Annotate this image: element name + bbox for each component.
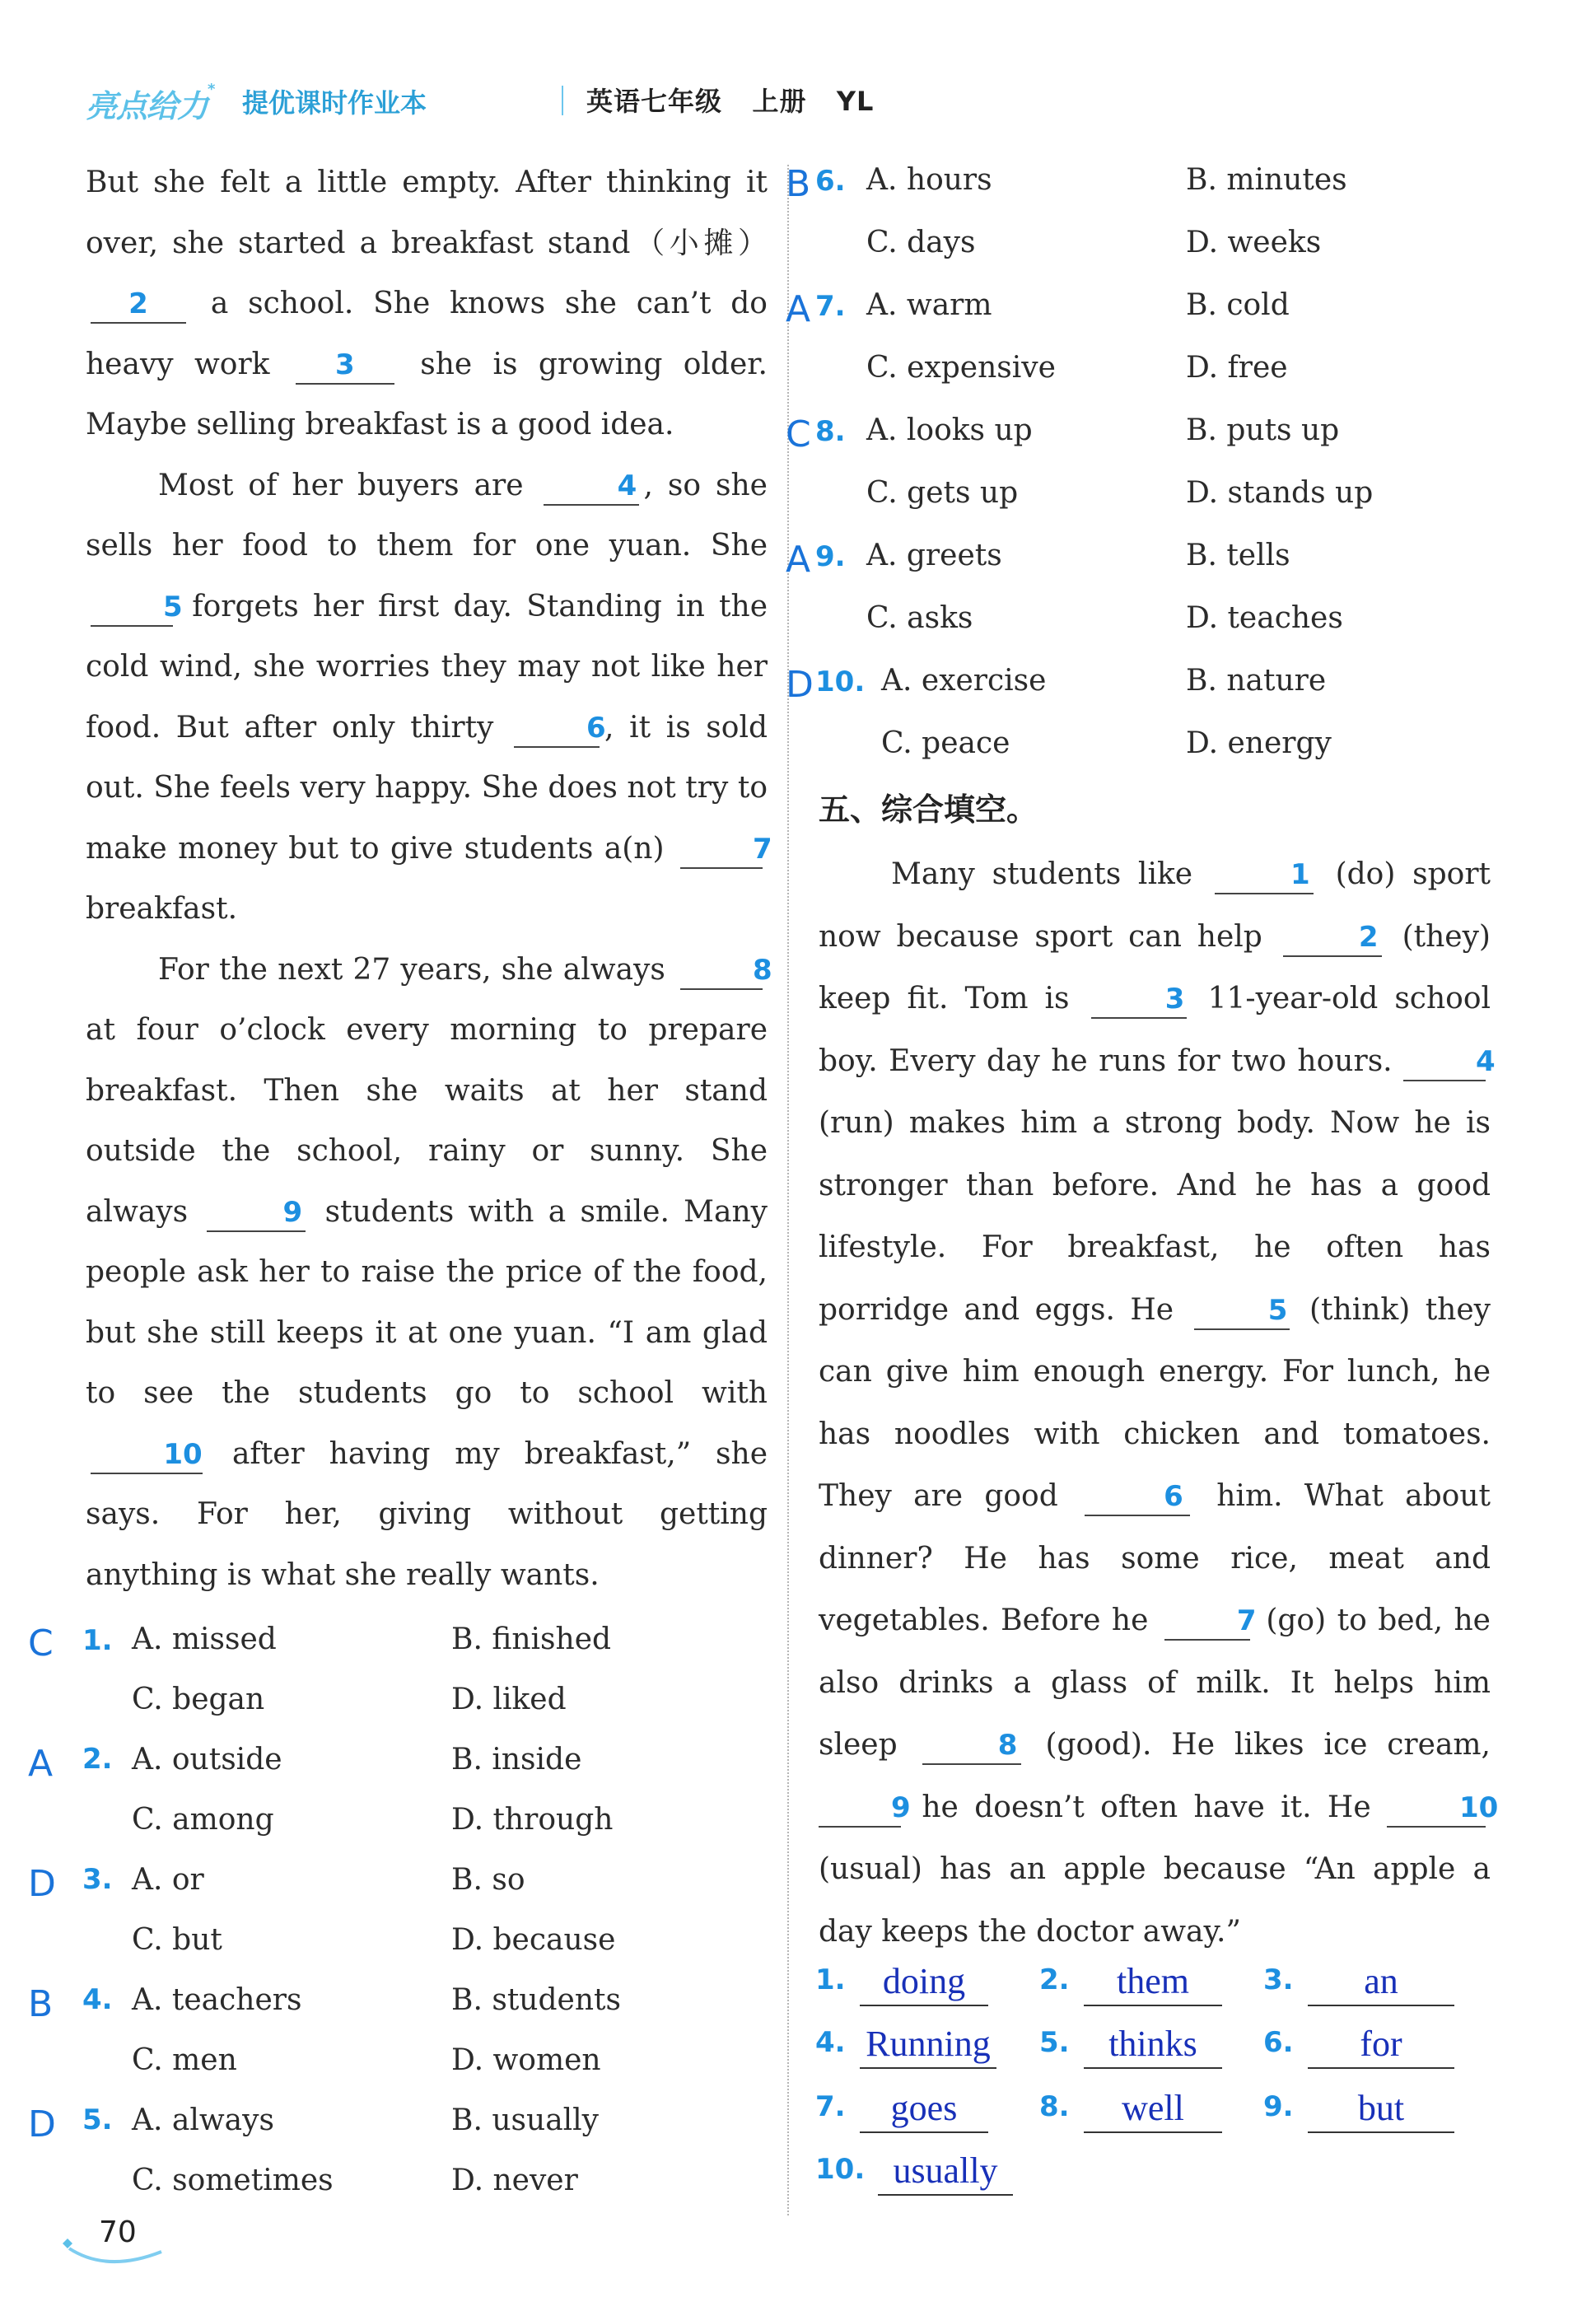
answer-value: for bbox=[1308, 2023, 1454, 2069]
question-number: 2. bbox=[82, 1743, 113, 1776]
answer-item: 2. them bbox=[1039, 1960, 1263, 2010]
option-a: A. greets bbox=[866, 539, 1002, 572]
option-a: A. exercise bbox=[881, 664, 1047, 698]
option-b: B. so bbox=[451, 1863, 525, 1897]
blank-8: 8 bbox=[680, 952, 763, 990]
option-c: C. peace bbox=[881, 726, 1010, 760]
page-footer bbox=[58, 2215, 173, 2273]
option-b: B. puts up bbox=[1186, 413, 1340, 447]
question-answer: D bbox=[28, 1863, 56, 1905]
option-d: D. free bbox=[1186, 351, 1288, 385]
option-c: C. days bbox=[866, 226, 976, 259]
question-number: 1. bbox=[82, 1624, 113, 1657]
option-b: B. usually bbox=[451, 2103, 600, 2137]
option-c: C. sometimes bbox=[132, 2164, 334, 2197]
blank-2: 2 bbox=[91, 286, 186, 324]
question-number: 6. bbox=[815, 165, 846, 198]
option-c: C. gets up bbox=[866, 476, 1019, 510]
option-a: A. teachers bbox=[132, 1983, 302, 2017]
blank-5: 5 bbox=[1194, 1292, 1290, 1330]
answer-item: 9. but bbox=[1263, 2087, 1487, 2136]
option-b: B. finished bbox=[451, 1622, 612, 1656]
blank-9: 9 bbox=[207, 1194, 306, 1232]
option-d: D. through bbox=[451, 1803, 614, 1837]
brand-logo: 亮点给力* bbox=[86, 81, 215, 124]
option-a: A. missed bbox=[132, 1622, 277, 1656]
answer-item: 4. Running bbox=[815, 2023, 1039, 2072]
option-a: A. outside bbox=[132, 1743, 282, 1776]
header-divider bbox=[562, 86, 563, 115]
question-answer: D bbox=[786, 664, 814, 706]
blank-9: 9 bbox=[819, 1790, 901, 1828]
option-b: B. tells bbox=[1186, 539, 1290, 572]
answer-item: 6. for bbox=[1263, 2023, 1487, 2072]
passage-paragraph-3: For the next 27 years, she always 8 at four o’clock every morning to prepare breakfast. Then she waits at her stand outside the school, rainy or sunny. She always 9 students with a smile. Many people ask her to raise the price of the food, but she still keeps it at one yuan. “I am glad to see the students go to school with 10 after having my breakfast,” she says. For her, giving without getting anything is what she really wants. bbox=[86, 952, 772, 1592]
answer-row bbox=[815, 2150, 1491, 2199]
answer-value: thinks bbox=[1084, 2023, 1222, 2069]
fill-in-passage bbox=[819, 843, 1499, 1963]
answer-item: 5. thinks bbox=[1039, 2023, 1263, 2072]
page-header bbox=[86, 76, 1486, 122]
option-d: D. weeks bbox=[1186, 226, 1322, 259]
question-number: 3. bbox=[82, 1863, 113, 1896]
question-number: 9. bbox=[815, 540, 846, 573]
answer-item: 1. doing bbox=[815, 1960, 1039, 2010]
option-b: B. cold bbox=[1186, 288, 1290, 322]
option-d: D. women bbox=[451, 2043, 601, 2077]
question-answer: C bbox=[28, 1622, 54, 1664]
answer-value: but bbox=[1308, 2087, 1454, 2133]
option-d: D. energy bbox=[1186, 726, 1332, 760]
passage-paragraph-2: Most of her buyers are 4 , so she sells her food to them for one yuan. She 5 forgets her first day. Standing in the cold wind, she worries they may not like her food. But after only thirty 6, it is sold out. She feels very happy. She does not try to make money but to give students a(n) 7 breakfast. bbox=[86, 468, 772, 926]
blank-6: 6 bbox=[1085, 1478, 1190, 1516]
section-title: 五、综合填空。 bbox=[819, 791, 1038, 828]
option-a: A. looks up bbox=[866, 413, 1033, 447]
option-a: A. always bbox=[132, 2103, 274, 2137]
blank-10: 10 bbox=[91, 1436, 203, 1474]
question-answer: C bbox=[786, 413, 811, 455]
blank-3: 3 bbox=[296, 347, 394, 385]
blank-8: 8 bbox=[922, 1727, 1021, 1765]
question-answer: A bbox=[786, 288, 811, 330]
option-b: B. nature bbox=[1186, 664, 1327, 698]
option-d: D. liked bbox=[451, 1683, 567, 1716]
option-c: C. asks bbox=[866, 601, 973, 635]
answer-value: well bbox=[1084, 2087, 1222, 2133]
option-c: C. expensive bbox=[866, 351, 1056, 385]
blank-5: 5 bbox=[91, 589, 173, 627]
blank-10: 10 bbox=[1387, 1790, 1486, 1828]
blank-6: 6 bbox=[514, 710, 600, 748]
option-c: C. began bbox=[132, 1683, 265, 1716]
answer-value: them bbox=[1084, 1960, 1222, 2006]
question-number: 10. bbox=[815, 665, 866, 698]
question-answer: A bbox=[28, 1743, 54, 1785]
blank-2: 2 bbox=[1283, 919, 1382, 957]
answer-row bbox=[815, 2023, 1491, 2072]
answer-value: usually bbox=[878, 2150, 1013, 2196]
option-c: C. men bbox=[132, 2043, 237, 2077]
answer-row bbox=[815, 1960, 1491, 2010]
answer-item: 7. goes bbox=[815, 2087, 1039, 2136]
blank-7: 7 bbox=[1164, 1603, 1250, 1641]
blank-4: 4 bbox=[544, 468, 639, 506]
option-a: A. or bbox=[132, 1863, 204, 1897]
blank-1: 1 bbox=[1215, 857, 1314, 894]
question-number: 7. bbox=[815, 290, 846, 323]
passage-paragraph-1: But she felt a little empty. After thinking it over, she started a breakfast stand（小摊） 2 a school. She knows she can’t do heavy work 3 she is growing older. Maybe selling breakfast is a good idea. bbox=[86, 166, 768, 441]
question-answer: B bbox=[28, 1983, 54, 2025]
blank-4: 4 bbox=[1403, 1043, 1486, 1081]
option-b: B. inside bbox=[451, 1743, 582, 1776]
book-subject: 英语七年级 上册 YL bbox=[586, 86, 875, 117]
question-number: 8. bbox=[815, 415, 846, 448]
option-d: D. teaches bbox=[1186, 601, 1343, 635]
option-c: C. among bbox=[132, 1803, 274, 1837]
star-icon: * bbox=[208, 81, 215, 98]
answer-row bbox=[815, 2087, 1491, 2136]
question-answer: B bbox=[786, 163, 811, 205]
question-answer: A bbox=[786, 539, 811, 581]
option-d: D. because bbox=[451, 1923, 616, 1957]
option-b: B. students bbox=[451, 1983, 621, 2017]
option-a: A. warm bbox=[866, 288, 992, 322]
answer-value: goes bbox=[860, 2087, 988, 2133]
question-number: 5. bbox=[82, 2103, 113, 2136]
fill-in-paragraph: Many students like 1 (do) sport now because sport can help 2 (they) keep fit. Tom is 3 11-year-old school boy. Every day he runs for two hours. 4 (run) makes him a strong body. Now he is stronger than before. And he has a good lifestyle. For breakfast, he often has porridge and eggs. He 5 (think) they can give him enough energy. For lunch, he has noodles with chicken and tomatoes. They are good 6 him. What about dinner? He has some rice, meat and vegetables. Before he 7 (go) to bed, he also drinks a glass of milk. It helps him sleep 8 (good). He likes ice cream, 9 he doesn’t often have it. He 10 (usual) has an apple because “An apple a day keeps the doctor away.” bbox=[819, 857, 1499, 1949]
column-divider bbox=[787, 165, 789, 2215]
cloze-passage bbox=[86, 152, 772, 1605]
option-d: D. stands up bbox=[1186, 476, 1374, 510]
option-c: C. but bbox=[132, 1923, 222, 1957]
answer-item: 3. an bbox=[1263, 1960, 1487, 2010]
answer-value: an bbox=[1308, 1960, 1454, 2006]
book-subtitle: 提优课时作业本 bbox=[242, 87, 427, 119]
page-number: 70 bbox=[99, 2215, 137, 2249]
answer-item: 10. usually bbox=[815, 2150, 1079, 2199]
question-answer: D bbox=[28, 2103, 56, 2145]
option-d: D. never bbox=[451, 2164, 578, 2197]
answer-item: 8. well bbox=[1039, 2087, 1263, 2136]
blank-3: 3 bbox=[1091, 981, 1187, 1019]
blank-7: 7 bbox=[680, 831, 763, 869]
answer-value: doing bbox=[860, 1960, 988, 2006]
option-a: A. hours bbox=[866, 163, 992, 197]
question-number: 4. bbox=[82, 1983, 113, 2016]
option-b: B. minutes bbox=[1186, 163, 1347, 197]
answer-value: Running bbox=[860, 2023, 996, 2069]
